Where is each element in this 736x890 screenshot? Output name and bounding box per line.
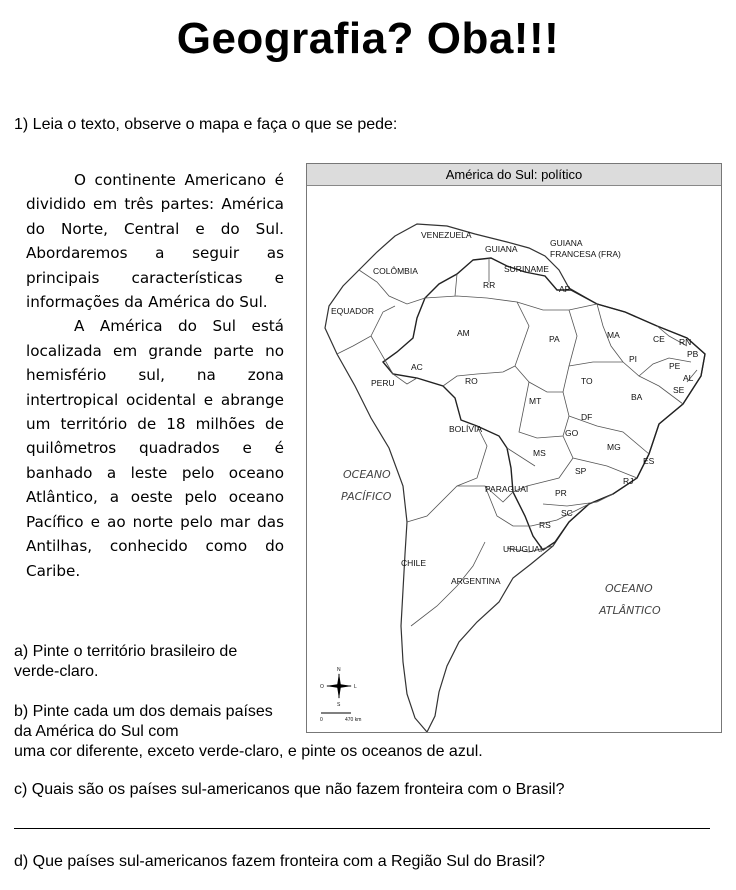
answer-line[interactable] [14, 828, 710, 829]
label-al: AL [683, 373, 694, 383]
label-guiana-francesa-1: GUIANA [550, 238, 583, 248]
label-am: AM [457, 328, 470, 338]
label-ap: AP [559, 284, 571, 294]
label-go: GO [565, 428, 579, 438]
label-oceano-atlantico-2: ATLÂNTICO [599, 604, 661, 617]
question-b-part-1: b) Pinte cada um dos demais países da América do Sul com [14, 703, 273, 740]
question-a: a) Pinte o território brasileiro de verde-claro. [14, 643, 238, 680]
label-pe: PE [669, 361, 681, 371]
paragraph-1: O continente Americano é dividido em três partes: América do Norte, Central e do Sul. Abordaremos a seguir as principais características e informações da América do Sul. [26, 171, 284, 312]
label-uruguai: URUGUAI [503, 544, 543, 554]
label-rn: RN [679, 337, 692, 347]
scale-distance: 470 km [345, 717, 362, 723]
label-mt: MT [529, 396, 542, 406]
label-bolivia: BOLÍVIA [449, 424, 483, 434]
map-title: América do Sul: político [307, 164, 721, 186]
label-ac: AC [411, 362, 423, 372]
question-c: c) Quais são os países sul-americanos que não fazem fronteira com o Brasil? [14, 781, 565, 798]
scale-bar [320, 713, 361, 723]
label-pr: PR [555, 488, 567, 498]
worksheet-title: Geografia? Oba!!! [176, 14, 560, 63]
label-venezuela: VENEZUELA [421, 230, 472, 240]
label-oceano-pacifico-1: OCEANO [343, 468, 391, 481]
label-df: DF [581, 412, 593, 422]
text-passage [26, 168, 284, 583]
label-argentina: ARGENTINA [451, 576, 501, 586]
question-d: d) Que países sul-americanos fazem fronteira com a Região Sul do Brasil? [14, 853, 545, 870]
label-guiana: GUIANA [485, 244, 518, 254]
label-rs: RS [539, 520, 551, 530]
question-b-part-2: uma cor diferente, exceto verde-claro, e pinte os oceanos de azul. [14, 743, 483, 760]
label-ms: MS [533, 448, 546, 458]
label-rr: RR [483, 280, 496, 290]
compass-l: L [354, 684, 357, 690]
label-to: TO [581, 376, 593, 386]
label-colombia: COLÔMBIA [373, 266, 418, 276]
label-se: SE [673, 385, 685, 395]
label-guiana-francesa-2: FRANCESA (FRA) [550, 249, 621, 259]
paragraph-2: A América do Sul está localizada em grande parte no hemisfério sul, na zona intertropical ocidental e abrange um território de 18 milhões de quilômetros quadrados e é banhado a leste pelo oceano Atlântico, a oeste pelo oceano Pacífico e ao norte pelo mar das Antilhas, conhecido como do Caribe. [26, 317, 284, 580]
scale-zero: 0 [320, 717, 323, 723]
south-america-map [306, 163, 722, 733]
label-suriname: SURINAME [504, 264, 549, 274]
compass-rose-icon [320, 667, 357, 708]
label-oceano-atlantico-1: OCEANO [605, 582, 653, 595]
label-pi: PI [629, 354, 638, 364]
label-paraguai: PARAGUAI [485, 484, 529, 494]
label-ro: RO [465, 376, 478, 386]
label-sp: SP [575, 466, 587, 476]
compass-n: N [337, 667, 341, 673]
label-mg: MG [607, 442, 621, 452]
compass-o: O [320, 684, 324, 690]
map-drawing [307, 186, 721, 732]
compass-s: S [337, 702, 341, 708]
label-es: ES [643, 456, 655, 466]
label-chile: CHILE [401, 558, 427, 568]
label-ma: MA [607, 330, 620, 340]
label-pb: PB [687, 349, 699, 359]
label-oceano-pacifico-2: PACÍFICO [341, 490, 392, 503]
label-pa: PA [549, 334, 560, 344]
label-ba: BA [631, 392, 643, 402]
label-ce: CE [653, 334, 665, 344]
label-equador: EQUADOR [331, 306, 374, 316]
label-rj: RJ [623, 476, 634, 486]
label-peru: PERU [371, 378, 395, 388]
question-1-prompt: 1) Leia o texto, observe o mapa e faça o que se pede: [14, 116, 398, 133]
label-sc: SC [561, 508, 573, 518]
